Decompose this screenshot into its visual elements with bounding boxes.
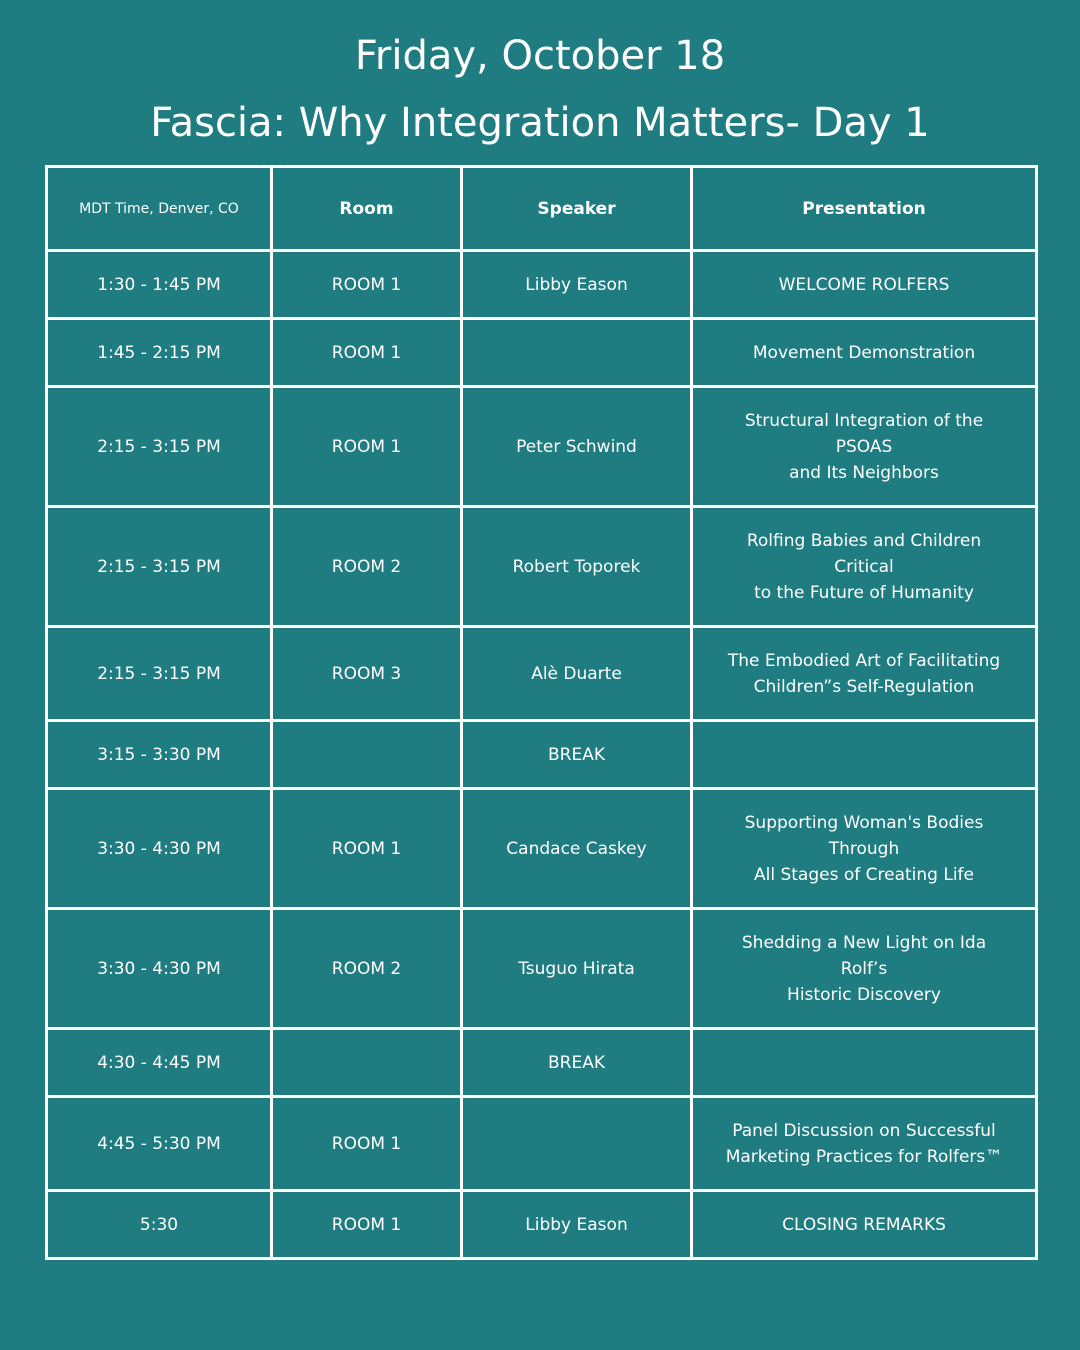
speaker-cell: BREAK — [462, 1029, 692, 1097]
presentation-cell — [692, 319, 1037, 387]
presentation-line: Historic Discovery — [787, 984, 941, 1005]
presentation-line: Children”s Self-Regulation — [753, 676, 975, 697]
room-cell — [272, 1029, 462, 1097]
presentation-cell — [692, 1097, 1037, 1191]
presentation-cell — [692, 251, 1037, 319]
column-header-room: Room — [272, 167, 462, 251]
presentation-line: Marketing Practices for Rolfers™ — [725, 1146, 1003, 1167]
room-cell: ROOM 2 — [272, 909, 462, 1029]
presentation-line: CLOSING REMARKS — [782, 1214, 946, 1235]
speaker-cell: Tsuguo Hirata — [462, 909, 692, 1029]
presentation-line: Structural Integration of the — [744, 410, 984, 431]
presentation-line: Critical — [834, 556, 894, 577]
table-row — [47, 627, 1037, 721]
speaker-cell: Libby Eason — [462, 1191, 692, 1259]
time-cell: 1:30 - 1:45 PM — [47, 251, 272, 319]
presentation-line: Supporting Woman's Bodies — [744, 812, 984, 833]
time-cell: 2:15 - 3:15 PM — [47, 627, 272, 721]
speaker-cell: Libby Eason — [462, 251, 692, 319]
time-cell: 4:45 - 5:30 PM — [47, 1097, 272, 1191]
presentation-cell — [692, 1191, 1037, 1259]
room-cell: ROOM 1 — [272, 789, 462, 909]
presentation-line: Rolfing Babies and Children — [746, 530, 982, 551]
table-row — [47, 1191, 1037, 1259]
presentation-line: The Embodied Art of Facilitating — [727, 650, 1001, 671]
time-cell: 4:30 - 4:45 PM — [47, 1029, 272, 1097]
table-row — [47, 909, 1037, 1029]
presentation-cell — [692, 789, 1037, 909]
presentation-line: WELCOME ROLFERS — [778, 274, 950, 295]
speaker-cell: Alè Duarte — [462, 627, 692, 721]
presentation-cell — [692, 627, 1037, 721]
speaker-cell — [462, 319, 692, 387]
column-header-speaker: Speaker — [462, 167, 692, 251]
presentation-cell — [692, 507, 1037, 627]
speaker-cell: BREAK — [462, 721, 692, 789]
presentation-line: Panel Discussion on Successful — [732, 1120, 996, 1141]
schedule-table — [45, 165, 1038, 1260]
room-cell: ROOM 3 — [272, 627, 462, 721]
presentation-line: and Its Neighbors — [789, 462, 939, 483]
table-row — [47, 507, 1037, 627]
presentation-cell — [692, 1029, 1037, 1097]
presentation-line: Movement Demonstration — [752, 342, 976, 363]
column-header-presentation: Presentation — [692, 167, 1037, 251]
room-cell: ROOM 2 — [272, 507, 462, 627]
presentation-cell — [692, 387, 1037, 507]
presentation-line: to the Future of Humanity — [754, 582, 974, 603]
presentation-line: All Stages of Creating Life — [753, 864, 974, 885]
time-cell: 2:15 - 3:15 PM — [47, 387, 272, 507]
table-row — [47, 721, 1037, 789]
presentation-line: Through — [828, 838, 900, 859]
table-row — [47, 319, 1037, 387]
column-header-time: MDT Time, Denver, CO — [47, 167, 272, 251]
page-date-title: Friday, October 18 — [354, 33, 726, 79]
presentation-line: Shedding a New Light on Ida — [741, 932, 987, 953]
presentation-cell — [692, 909, 1037, 1029]
time-cell: 5:30 — [47, 1191, 272, 1259]
speaker-cell: Peter Schwind — [462, 387, 692, 507]
room-cell: ROOM 1 — [272, 251, 462, 319]
table-row — [47, 1029, 1037, 1097]
time-cell: 2:15 - 3:15 PM — [47, 507, 272, 627]
room-cell: ROOM 1 — [272, 1097, 462, 1191]
table-row — [47, 251, 1037, 319]
table-header-row — [47, 167, 1037, 251]
time-cell: 3:30 - 4:30 PM — [47, 789, 272, 909]
room-cell: ROOM 1 — [272, 387, 462, 507]
speaker-cell: Candace Caskey — [462, 789, 692, 909]
table-row — [47, 789, 1037, 909]
table-row — [47, 387, 1037, 507]
presentation-line: Rolf’s — [840, 958, 888, 979]
presentation-cell — [692, 721, 1037, 789]
speaker-cell: Robert Toporek — [462, 507, 692, 627]
time-cell: 3:15 - 3:30 PM — [47, 721, 272, 789]
room-cell — [272, 721, 462, 789]
time-cell: 3:30 - 4:30 PM — [47, 909, 272, 1029]
presentation-line: PSOAS — [835, 436, 893, 457]
room-cell: ROOM 1 — [272, 1191, 462, 1259]
event-title: Fascia: Why Integration Matters- Day 1 — [150, 100, 930, 146]
room-cell: ROOM 1 — [272, 319, 462, 387]
table-row — [47, 1097, 1037, 1191]
time-cell: 1:45 - 2:15 PM — [47, 319, 272, 387]
speaker-cell — [462, 1097, 692, 1191]
